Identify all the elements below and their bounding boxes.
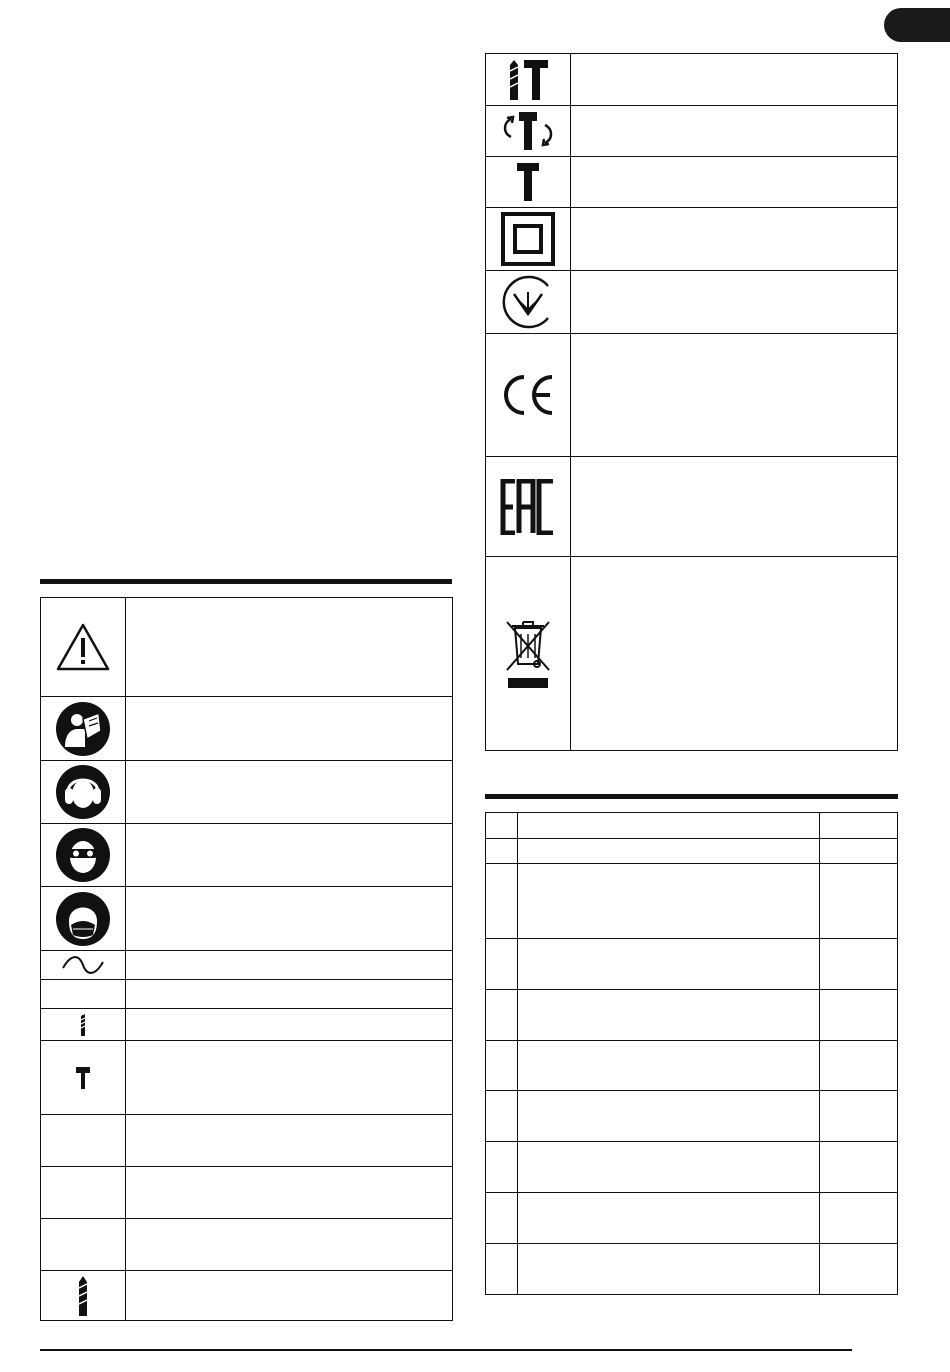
ce-mark-icon (500, 374, 556, 416)
symbol-row (486, 106, 898, 157)
chisel-mode-icon (517, 162, 539, 202)
parameter-value (820, 990, 898, 1041)
row-number (486, 939, 518, 990)
dust-mask-icon (55, 891, 111, 947)
symbol-row (41, 1167, 453, 1219)
symbol-row (41, 1041, 453, 1115)
symbol-row (41, 1219, 453, 1271)
symbol-description (571, 334, 898, 457)
symbol-icon-cell (41, 1167, 126, 1219)
symbol-description (126, 598, 453, 697)
parameter-name (518, 839, 820, 864)
row-number (486, 1193, 518, 1244)
symbol-row (486, 457, 898, 557)
parameter-value (820, 939, 898, 990)
ear-protection-icon (55, 764, 111, 820)
symbol-row (41, 697, 453, 761)
parameter-name (518, 939, 820, 990)
symbol-description (571, 457, 898, 557)
eye-protection-icon (55, 827, 111, 883)
symbol-row (486, 271, 898, 334)
ua-conformity-mark-icon (500, 274, 556, 330)
parameter-value (820, 864, 898, 939)
double-insulation-icon (501, 212, 555, 266)
symbol-row (41, 951, 453, 980)
symbol-row (486, 54, 898, 106)
parameter-name (518, 1142, 820, 1193)
symbol-icon-cell (41, 1115, 126, 1167)
symbol-row (486, 157, 898, 208)
symbol-description (126, 824, 453, 887)
table-row (486, 1193, 898, 1244)
parameter-value (820, 813, 898, 839)
technical-data-heading-rule (485, 794, 898, 799)
row-number (486, 1091, 518, 1142)
symbol-description (571, 557, 898, 751)
symbol-description (571, 106, 898, 157)
symbol-row (486, 208, 898, 271)
table-row (486, 839, 898, 864)
symbols-heading-rule (40, 579, 452, 584)
symbol-row (486, 557, 898, 751)
symbol-description (126, 1115, 453, 1167)
right-symbols-table (485, 53, 898, 751)
symbol-row (41, 1009, 453, 1041)
weee-crossed-bin-icon (503, 618, 553, 690)
parameter-name (518, 864, 820, 939)
row-number (486, 1041, 518, 1091)
parameter-name (518, 1041, 820, 1091)
symbol-icon-cell (41, 598, 126, 697)
symbol-description (571, 208, 898, 271)
parameter-value (820, 1091, 898, 1142)
left-symbols-table (40, 597, 453, 1321)
symbol-row (41, 887, 453, 951)
table-row (486, 990, 898, 1041)
symbol-row (41, 1115, 453, 1167)
symbol-icon-cell (41, 980, 126, 1009)
table-row (486, 1041, 898, 1091)
table-row (486, 813, 898, 839)
parameter-name (518, 1091, 820, 1142)
symbol-description (126, 1041, 453, 1115)
symbol-description (126, 1009, 453, 1041)
symbol-row (41, 980, 453, 1009)
read-manual-icon (55, 701, 111, 757)
parameter-name (518, 1193, 820, 1244)
eac-mark-icon (500, 479, 556, 535)
parameter-value (820, 1193, 898, 1244)
parameter-name (518, 990, 820, 1041)
drill-mode-small-icon (78, 1014, 88, 1036)
table-row (486, 939, 898, 990)
table-row (486, 1244, 898, 1295)
parameter-name (518, 1244, 820, 1295)
row-number (486, 864, 518, 939)
symbol-description (126, 1219, 453, 1271)
drill-bit-icon (76, 1276, 90, 1316)
technical-data-table (485, 812, 898, 1295)
row-number (486, 990, 518, 1041)
symbol-row (41, 761, 453, 824)
symbol-row (41, 824, 453, 887)
parameter-name (518, 813, 820, 839)
row-number (486, 813, 518, 839)
parameter-value (820, 1244, 898, 1295)
alternating-current-icon (61, 956, 105, 974)
row-number (486, 839, 518, 864)
row-number (486, 1142, 518, 1193)
symbol-description (571, 157, 898, 208)
parameter-value (820, 1142, 898, 1193)
chisel-rotation-icon (499, 111, 557, 151)
symbol-description (126, 761, 453, 824)
hammer-mode-small-icon (76, 1067, 90, 1089)
symbol-description (126, 980, 453, 1009)
symbol-row (486, 334, 898, 457)
warning-triangle-icon (55, 622, 111, 672)
symbol-row (41, 598, 453, 697)
symbol-description (126, 697, 453, 761)
table-row (486, 1091, 898, 1142)
footer-rule (40, 1349, 852, 1351)
table-row (486, 1142, 898, 1193)
parameter-value (820, 1041, 898, 1091)
symbol-description (126, 1271, 453, 1321)
row-number (486, 1244, 518, 1295)
symbol-description (126, 951, 453, 980)
symbol-icon-cell (41, 1219, 126, 1271)
hammer-drill-mode-icon (504, 59, 552, 101)
symbol-description (126, 1167, 453, 1219)
symbol-row (41, 1271, 453, 1321)
symbol-description (571, 54, 898, 106)
parameter-value (820, 839, 898, 864)
language-tab (884, 8, 950, 42)
symbol-description (126, 887, 453, 951)
table-row (486, 864, 898, 939)
symbol-description (571, 271, 898, 334)
